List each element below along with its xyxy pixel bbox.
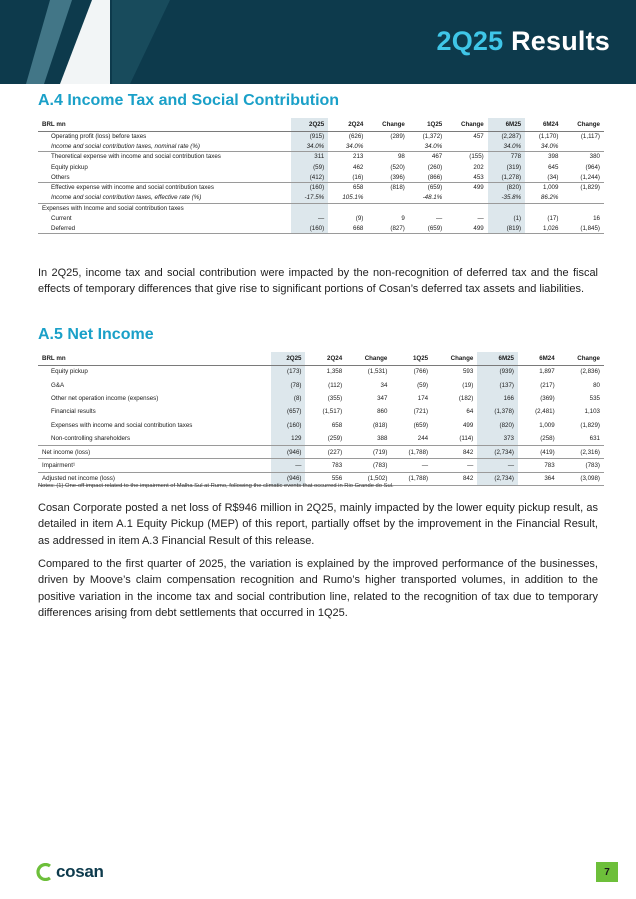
table-cell: 166 [477, 392, 518, 405]
table-cell: 34.0% [345, 142, 364, 150]
table-cell: (939) [477, 365, 518, 378]
table-cell: (721) [413, 408, 429, 416]
table-cell: — [477, 215, 484, 223]
row-label: Non-controlling shareholders [51, 434, 131, 442]
table-cell: — [477, 459, 518, 472]
table-cell: (1,517) [322, 408, 343, 416]
table-cell: (217) [540, 381, 555, 389]
table-cell: (160) [271, 419, 305, 432]
table-cell: (319) [488, 162, 525, 172]
table-row [38, 224, 604, 234]
table-cell: (78) [271, 378, 305, 391]
section-title-tax: A.4 Income Tax and Social Contribution [38, 92, 340, 109]
net-income-paragraph-1: Cosan Corporate posted a net loss of R$946 million in 2Q25, mainly impacted by the lower equity pickup result, as detailed in item A.1 Equity Pickup (MEP) of this report, partially offset by the improvement in the Financial Result, as addressed in item A.3 Financial Result of this release. [38, 502, 598, 547]
tax-table [38, 118, 604, 234]
table-cell: 364 [518, 472, 559, 485]
table-cell: (1,788) [391, 445, 432, 458]
table-cell: (155) [446, 152, 488, 162]
table-cell: 631 [589, 434, 600, 442]
table-cell [367, 193, 409, 203]
section-title-net-income: A.5 Net Income [38, 326, 154, 343]
table-cell: (1,372) [422, 132, 443, 140]
table-cell: (369) [540, 394, 555, 402]
table-cell: 174 [417, 394, 429, 402]
table-cell: (818) [372, 421, 388, 429]
table-cell: 202 [473, 163, 484, 171]
table-row [38, 445, 604, 458]
table-cell: (719) [346, 445, 391, 458]
row-label: Deferred [38, 224, 291, 234]
row-label: Financial results [51, 408, 96, 416]
table-cell: (173) [271, 365, 305, 378]
table-cell: 34.0% [424, 142, 443, 150]
table-cell: (1,502) [346, 472, 391, 485]
row-label: Income and social contribution taxes, effective rate (%) [51, 194, 202, 202]
table-cell: -48.1% [422, 194, 443, 202]
table-cell: — [271, 459, 305, 472]
row-label: Impairment¹ [38, 459, 271, 472]
row-label: G&A [51, 381, 65, 389]
table-cell: (289) [390, 132, 405, 140]
table-cell: 556 [305, 472, 346, 485]
tax-paragraph: In 2Q25, income tax and social contribution were impacted by the non-recognition of deferred tax and the fiscal effects of temporary differences that give rise to significant portions of Cosan’s deferred tax assets and liabilities. [38, 267, 598, 296]
row-label: Income and social contribution taxes, nominal rate (%) [51, 142, 200, 150]
table-cell: (1,531) [367, 368, 388, 376]
table-cell [291, 203, 328, 213]
table-cell [488, 203, 525, 213]
table-cell: 645 [548, 163, 559, 171]
table-cell: 34.0% [488, 141, 525, 151]
table-cell: (2,287) [488, 131, 525, 141]
table-cell: (659) [409, 182, 446, 192]
table-cell: (2,734) [477, 445, 518, 458]
table-cell [562, 193, 604, 203]
table-cell: (1) [488, 213, 525, 223]
row-label: Adjusted net income (loss) [38, 472, 271, 485]
table-cell: (1,788) [391, 472, 432, 485]
table-cell: 1,009 [539, 421, 555, 429]
table-row [38, 182, 604, 192]
table-cell: 398 [525, 152, 562, 162]
table-cell: (260) [427, 163, 443, 171]
table-cell: — [432, 459, 477, 472]
table-cell: (114) [459, 434, 474, 442]
table-row [38, 392, 604, 405]
table-cell: (16) [352, 173, 364, 181]
table-cell: (396) [390, 173, 405, 181]
table-cell [409, 203, 446, 213]
table-row [38, 141, 604, 151]
table-cell: 499 [446, 182, 488, 192]
table-cell: (419) [518, 445, 559, 458]
table-cell: 499 [446, 224, 488, 234]
table-cell: 98 [367, 152, 409, 162]
table-cell: (59) [291, 162, 328, 172]
table-cell: (1,829) [580, 421, 600, 429]
table-cell: (820) [477, 419, 518, 432]
table-cell: (1,278) [488, 172, 525, 182]
table-cell: 64 [466, 408, 474, 416]
table-cell: 783 [518, 459, 559, 472]
cosan-logo: cosan [36, 862, 104, 882]
table-cell: (9) [355, 215, 364, 223]
table-row [38, 419, 604, 432]
table-cell: -17.5% [291, 193, 328, 203]
table-cell: (2,836) [580, 368, 600, 376]
table-row [38, 152, 604, 162]
table-cell: (112) [328, 381, 343, 389]
table-cell: 1,103 [584, 408, 600, 416]
table-cell: (160) [291, 182, 328, 192]
table-cell: 462 [353, 163, 364, 171]
row-label: Theoretical expense with income and social contribution taxes [38, 152, 291, 162]
table-cell: (946) [271, 472, 305, 485]
table-row [38, 203, 604, 213]
table-cell: (766) [413, 368, 429, 376]
row-label: Expenses with income and social contribution taxes [51, 421, 193, 429]
table-cell: (59) [417, 381, 429, 389]
table-cell: (964) [585, 163, 600, 171]
table-cell: 457 [473, 132, 484, 140]
table-header-row: BRL mn 2Q25 2Q24 Change 1Q25 Change 6M25 6M24 Change [38, 118, 604, 131]
row-label: Expenses with Income and social contribution taxes [38, 203, 291, 213]
table-cell: 380 [562, 152, 604, 162]
table-cell [562, 141, 604, 151]
table-cell: (137) [477, 378, 518, 391]
table-cell: -35.8% [488, 193, 525, 203]
table-cell: 658 [328, 182, 367, 192]
table-cell: (657) [271, 405, 305, 418]
table-cell: (1,170) [538, 132, 559, 140]
table-cell: 499 [462, 421, 474, 429]
table-cell: (3,098) [559, 472, 604, 485]
table-cell: (1,117) [580, 132, 600, 140]
table-cell: (818) [367, 182, 409, 192]
table-cell: 778 [488, 152, 525, 162]
table-cell: 467 [409, 152, 446, 162]
table-cell: 244 [417, 434, 429, 442]
table-cell: — [391, 459, 432, 472]
table-cell: (412) [291, 172, 328, 182]
table-cell: (259) [327, 434, 343, 442]
table-cell: (2,481) [535, 408, 555, 416]
table-cell: 1,358 [326, 368, 343, 376]
table-cell: 453 [473, 173, 484, 181]
table-cell: 860 [377, 408, 388, 416]
table-cell: (227) [305, 445, 346, 458]
table-cell: (1,829) [562, 182, 604, 192]
table-cell: (1,845) [562, 224, 604, 234]
table-cell: (1,378) [477, 405, 518, 418]
row-label: Equity pickup [51, 163, 88, 171]
table-cell: 668 [328, 224, 367, 234]
row-label: Equity pickup [51, 368, 88, 376]
table-cell: (17) [547, 215, 559, 223]
page-header [0, 0, 636, 84]
table-cell: (626) [348, 132, 364, 140]
table-cell: 34 [380, 381, 388, 389]
page-number: 7 [596, 862, 618, 882]
table-cell: 34.0% [291, 141, 328, 151]
table-cell: 388 [377, 434, 388, 442]
table-cell: (160) [291, 224, 328, 234]
table-cell: 105.1% [342, 194, 364, 202]
table-cell [525, 203, 562, 213]
table-cell: (8) [271, 392, 305, 405]
table-header-row: BRL mn 2Q25 2Q24 Change 1Q25 Change 6M25 6M24 Change [38, 352, 604, 365]
table-cell [446, 193, 488, 203]
table-cell: 373 [477, 432, 518, 445]
table-cell: 1,009 [525, 182, 562, 192]
table-cell: 86.2% [540, 194, 559, 202]
net-income-paragraph-2: Compared to the first quarter of 2025, the variation is explained by the improved performance of the businesses, driven by Moove’s claim compensation recognition and Rumo’s higher transported volumes, in addition to the positive variation in the income tax and social contribution line, related to the recognition of tax due to temporary differences arising from debt settlements that occurred in 1Q25. [38, 558, 598, 619]
table-cell: — [436, 215, 443, 223]
table-cell: 842 [432, 445, 477, 458]
table-cell: (827) [367, 224, 409, 234]
table-cell: (520) [390, 163, 405, 171]
table-cell: 783 [305, 459, 346, 472]
table-row [38, 459, 604, 472]
table-cell: (659) [413, 421, 429, 429]
table-cell [562, 203, 604, 213]
table-row [38, 131, 604, 141]
net-income-table [38, 352, 604, 486]
table-cell: 1,026 [525, 224, 562, 234]
table-cell: 535 [589, 394, 600, 402]
row-label: Net income (loss) [38, 445, 271, 458]
table-cell: (820) [488, 182, 525, 192]
table-cell: (783) [559, 459, 604, 472]
table-row [38, 432, 604, 445]
table-cell: 347 [377, 394, 388, 402]
row-label: Others [51, 173, 70, 181]
table-row [38, 213, 604, 223]
table-cell: (1,244) [580, 173, 600, 181]
table-cell [328, 203, 367, 213]
table-cell: 213 [328, 152, 367, 162]
table-cell: 311 [291, 152, 328, 162]
table-row [38, 193, 604, 203]
cosan-logo-icon [36, 863, 54, 881]
table-cell: 34.0% [540, 142, 559, 150]
table-cell: (783) [346, 459, 391, 472]
table-notes: Notes: (1) One-off impact related to the impairment of Malha Sul at Rumo, following the climatic events that occurred in Rio Grande do Sul. [38, 483, 394, 489]
row-label: Effective expense with income and social contribution taxes [38, 182, 291, 192]
table-cell: (946) [271, 445, 305, 458]
table-cell: (2,316) [559, 445, 604, 458]
table-cell: (355) [327, 394, 343, 402]
table-cell: 129 [271, 432, 305, 445]
table-cell: 842 [432, 472, 477, 485]
table-cell [446, 141, 488, 151]
table-cell: (182) [458, 394, 474, 402]
table-cell [367, 141, 409, 151]
table-cell [367, 203, 409, 213]
table-cell [446, 203, 488, 213]
table-cell: 593 [462, 368, 474, 376]
table-cell: (2,734) [477, 472, 518, 485]
table-cell: (866) [427, 173, 443, 181]
row-label: Current [51, 215, 72, 223]
table-cell: 1,897 [539, 368, 555, 376]
table-cell: 658 [331, 421, 343, 429]
table-cell: (34) [547, 173, 559, 181]
page-title: 2Q25 Results [436, 26, 610, 56]
table-row [38, 162, 604, 172]
table-cell: (659) [409, 224, 446, 234]
table-cell: (258) [540, 434, 555, 442]
table-row [38, 172, 604, 182]
table-cell: (915) [291, 131, 328, 141]
table-cell: 9 [401, 215, 405, 223]
row-label: Operating profit (loss) before taxes [51, 132, 147, 140]
table-cell: — [291, 213, 328, 223]
table-cell: 16 [593, 215, 600, 223]
table-cell: (19) [462, 381, 474, 389]
row-label: Other net operation income (expenses) [51, 394, 159, 402]
table-row [38, 405, 604, 418]
table-row [38, 365, 604, 378]
table-cell: 80 [593, 381, 600, 389]
table-row [38, 378, 604, 391]
table-cell: (819) [488, 224, 525, 234]
